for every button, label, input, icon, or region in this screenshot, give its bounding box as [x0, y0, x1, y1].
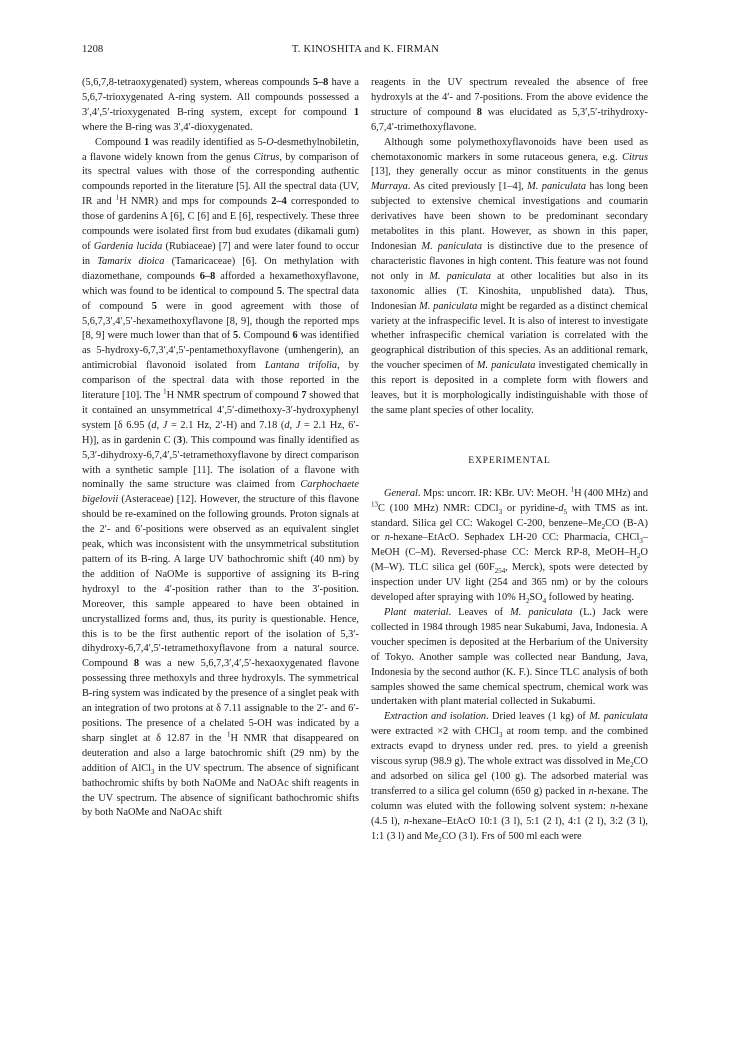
paragraph: reagents in the UV spectrum revealed the absence of free hydroxyls at the 4′- and 7-positions. From the above evidence the structure of compound 8 was elucidated as 5,3′,5′-trihydroxy-6,7,4′-trimethoxyflavone. — [371, 77, 648, 133]
page-header — [82, 44, 649, 58]
paragraph: Plant material. Leaves of M. paniculata (L.) Jack were collected in 1984 through 1985 near Sukabumi, Java, Indonesia. A voucher specimen is deposited at the Herbarium of the University of Tokyo. Another sample was collected near Bandung, Java, Indonesia by the second author (K. F.). Since TLC analysis of both samples showed the same chemical spectrum, chemical work was undertaken with plant material collected in Sukabumi. — [371, 607, 648, 708]
running-head: T. KINOSHITA and K. FIRMAN — [291, 44, 440, 55]
page-number: 1208 — [82, 44, 104, 55]
paragraph: General. Mps: uncorr. IR: KBr. UV: MeOH. $^1$H (400 MHz) and $^{13}$C (100 MHz) NMR: CDCl$_3$ or pyridine-$d_5$ with TMS as int. standard. Silica gel CC: Wakogel C-200, benzene–$Me_2CO$ (B-A) or n-hexane–EtAcO. Sephadex LH-20 CC: Pharmacia, CHCl$_3$–MeOH (C–M). Reversed-phase CC: Merck RP-8, MeOH–$H_2O$ (M–W). TLC silica gel ($60F_{254}$, Merck), spots were detected by inspection under UV light (254 and 365 nm) or by the colours developed after spraying with 10% $H_2SO_4$ followed by heating. — [371, 485, 649, 606]
section-heading: EXPERIMENTAL — [468, 454, 551, 466]
paragraph: (5,6,7,8-tetraoxygenated) system, whereas compounds 5–8 have a 5,6,7-trioxygenated A-ring system. All compounds possessed a 3′,4′,5′-trioxygenated B-ring system, except for compound 1 where the B-ring was 3′,4′-dioxygenated. — [82, 77, 359, 133]
paragraph: Although some polymethoxyflavonoids have been used as chemotaxonomic markers in some rutaceous genera, e.g. Citrus [13], they generally occur as minor constituents in the genus Murraya. As cited previously [1–4], M. paniculata has long been subjected to extensive chemical investigations and coumarin derivatives have been shown to be predominant secondary metabolites in this plant. However, as shown in this paper, Indonesian M. paniculata is distinctive due to the presence of characteristic flavones in high content. This feature was not found not only in M. paniculata at other localities but also in its taxonomic allies (T. Kinoshita, unpublished data). Thus, Indonesian M. paniculata might be regarded as a distinct chemical variety at the infraspecific level. It is also of interest to investigate whether infraspecific chemical variation is correlated with the geographical distribution of this species. As an additional remark, the voucher specimen of M. paniculata investigated chemically in this report is deposited in a complete form with flowers and leaves, but it is morphologically indistinguishable with those of the same plant species of other locality. — [371, 136, 648, 416]
paragraph: Extraction and isolation. Dried leaves (1 kg) of M. paniculata were extracted ×2 with CHCl$_3$ at room temp. and the combined extracts evapd to dryness under red. pres. to yield a greenish viscous syrup (98.9 g). The whole extract was dissolved in $Me_2CO$ and adsorbed on silica gel (100 g). The adsorbed material was transferred to a silica gel column (650 g) packed in n-hexane. The column was eluted with the following solvent system: n-hexane (4.5 l), n-hexane–EtAcO 10:1 (3 l), 5:1 (2 l), 4:1 (2 l), 3:2 (3 l), 1:1 (3 l) and $Me_2CO$ (3 l). Frs of 500 ml each were — [371, 711, 648, 844]
paragraph: Compound 1 was readily identified as 5-O-desmethylnobiletin, a flavone widely known from the genus Citrus, by comparison of its spectral values with those of the corresponding authentic compounds reported in the literature [5]. All the spectral data (UV, IR and $^1$H NMR) and mps for compounds 2–4 corresponded to those of gardenins A [6], C [6] and E [6], respectively. These three compounds were isolated first from bud exudates (dikamali gum) of Gardenia lucida (Rubiaceae) [7] and were later found to occur in Tamarix dioica (Tamaricaceae) [6]. On methylation with diazomethane, compounds 6–8 afforded a hexamethoxyflavone, which was found to be identical to compound 5. The spectral data of compound 5 were in good agreement with those of 5,6,7,3′,4′,5′-hexamethoxyflavone [8, 9], though the reported mps [8, 9] were much lower than that of 5. Compound 6 was identified as 5-hydroxy-6,7,3′,4′,5′-pentamethoxyflavone (umhengerin), an antimicrobial flavonoid isolated from Lantana trifolia, by comparison of the spectral data with those reported in the literature [10]. The $^1$H NMR spectrum of compound 7 showed that it contained an unsymmetrical 4′,5′-dimethoxy-3′-hydroxyphenyl system [δ 6.95 (d, J = 2.1 Hz, 2′-H) and 7.18 (d, J = 2.1 Hz, 6′-H)], as in gardenin C (3). This compound was finally identified as 5,3′-dihydroxy-6,7,4′,5′-tetramethoxyflavone by direct comparison with a synthetic sample [11]. The isolation of a flavone with nominally the same structure was claimed from Carphochaete bigelovii (Asteraceae) [12]. However, the structure of this flavone should be re-examined on the following grounds. Proton signals at the 2′- and 6′-positions were observed as an equivalent singlet peak, which was inconsistent with the unsymmetrical substitution pattern of its B-ring. A large UV bathochromic shift (40 nm) by the addition of NaOMe is supportive of assigning its B-ring hydroxyl to the 4′-position rather than to the 3′-position. Moreover, this sample appeared to have been obtained in uncrystallized forms and, thus, its purity is questionable. Hence, this is to be the first authentic report of the isolation of 5,3′-dihydroxy-6,7,4′,5′-tetramethoxyflavone from a natural source. Compound 8 was a new 5,6,7,3′,4′,5′-hexaoxygenated flavone possessing three methoxyls and three hydroxyls. The symmetrical B-ring system was indicated by the presence of a singlet peak with an integration of two protons at δ 7.11 assignable to the 2′- and 6′-positions. The presence of a chelated 5-OH was indicated by a sharp singlet at δ 12.87 in the $^1$H NMR that disappeared on deuteration and also a large batochromic shift (29 nm) by the addition of AlCl$_3$ in the UV spectrum. The absence of significant bathochromic shifts by both NaOMe and NaOAc shift reagents in the UV spectrum. The absence of significant bathochromic shifts by both NaOMe and NaOAc shift — [82, 136, 360, 819]
right-column — [371, 76, 648, 845]
left-column — [82, 76, 359, 821]
